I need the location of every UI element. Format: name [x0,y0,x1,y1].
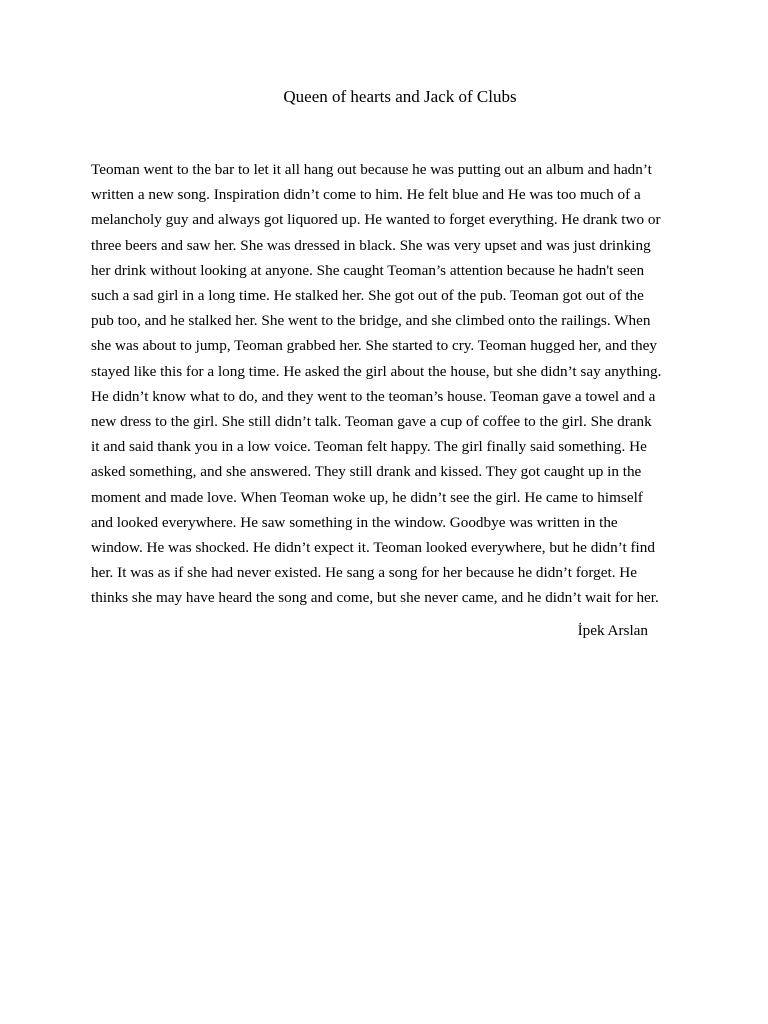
story-line: pub too, and he stalked her. She went to the bridge, and she climbed onto the railings. When [91,312,651,330]
document-title: Queen of hearts and Jack of Clubs [283,87,517,106]
story-line: it and said thank you in a low voice. Teoman felt happy. The girl finally said something. He [91,438,647,456]
story-paragraph [91,157,681,611]
story-line: three beers and saw her. She was dressed in black. She was very upset and was just drinking [91,236,651,254]
story-line: He didn’t know what to do, and they went to the teoman’s house. Teoman gave a towel and a [91,387,656,405]
story-line: stayed like this for a long time. He asked the girl about the house, but she didn’t say anything. [91,362,662,380]
story-line: new dress to the girl. She still didn’t talk. Teoman gave a cup of coffee to the girl. She drank [91,413,652,431]
story-line: and looked everywhere. He saw something in the window. Goodbye was written in the [91,513,618,531]
story-line: window. He was shocked. He didn’t expect it. Teoman looked everywhere, but he didn’t find [91,539,655,557]
story-line: she was about to jump, Teoman grabbed her. She started to cry. Teoman hugged her, and they [91,337,657,355]
story-line: such a sad girl in a long time. He stalked her. She got out of the pub. Teoman got out of the [91,287,644,305]
story-line: her drink without looking at anyone. She caught Teoman’s attention because he hadn't seen [91,261,645,279]
author-name: İpek Arslan [577,622,648,639]
story-line: her. It was as if she had never existed. He sang a song for her because he didn’t forget. He [91,564,638,582]
story-line: thinks she may have heard the song and come, but she never came, and he didn’t wait for her. [91,589,659,607]
story-line: asked something, and she answered. They still drank and kissed. They got caught up in the [91,463,642,481]
story-line: Teoman went to the bar to let it all hang out because he was putting out an album and hadn’t [91,161,652,178]
story-line: moment and made love. When Teoman woke up, he didn’t see the girl. He came to himself [91,488,643,506]
story-line: written a new song. Inspiration didn’t come to him. He felt blue and He was too much of a [91,186,641,204]
story-line: melancholy guy and always got liquored up. He wanted to forget everything. He drank two or [91,211,661,229]
